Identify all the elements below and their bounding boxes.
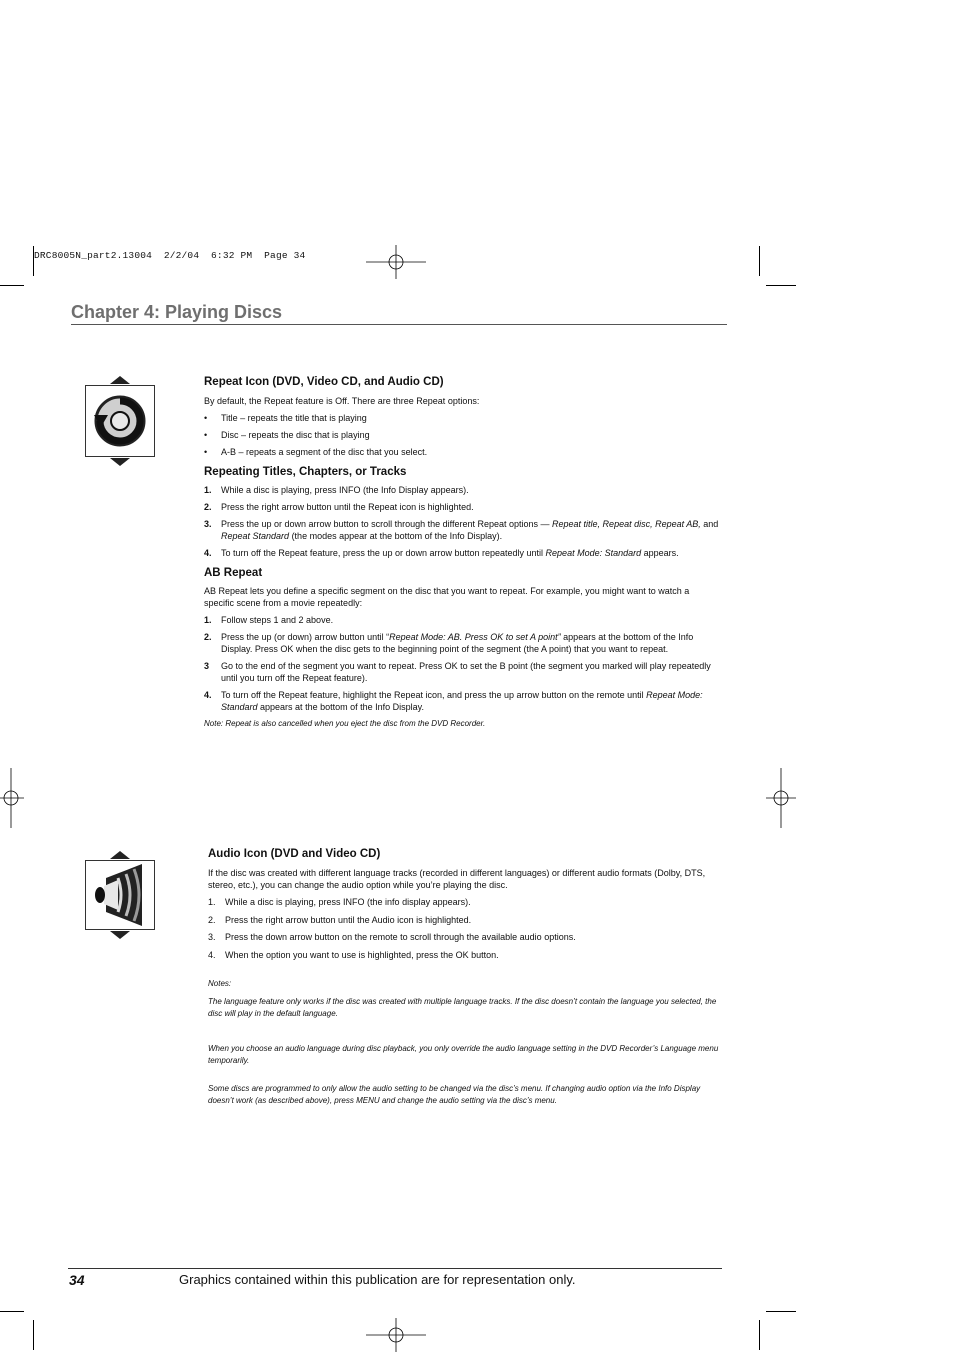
- list-item: 4. When the option you want to use is highlighted, press the OK button.: [208, 950, 499, 960]
- repeat-heading: Repeat Icon (DVD, Video CD, and Audio CD): [204, 376, 444, 388]
- list-item: 1. While a disc is playing, press INFO (the info display appears).: [208, 897, 471, 907]
- list-item: 2. Press the right arrow button until the Repeat icon is highlighted.: [204, 502, 474, 512]
- audio-note: Some discs are programmed to only allow the audio setting to be changed via the disc’s menu. If changing audio option via the Info Display doesn’t work (as described above), press MENU and change the audio setting via the disc’s menu.: [208, 1084, 701, 1105]
- audio-section: [208, 848, 723, 1107]
- registration-mark-icon: [0, 768, 24, 828]
- list-item: 3. Press the down arrow button on the remote to scroll through the available audio options.: [208, 932, 576, 942]
- repeat-options-list: [204, 412, 719, 458]
- list-item: 2. Press the right arrow button until the Audio icon is highlighted.: [208, 915, 472, 925]
- repeating-titles-heading: Repeating Titles, Chapters, or Tracks: [204, 466, 407, 478]
- page-number: 34: [69, 1272, 85, 1288]
- list-item: 3 Go to the end of the segment you want to repeat. Press OK to set the B point (the segment you marked will play repeatedly until you turn off the Repeat feature).: [204, 661, 711, 683]
- audio-note: When you choose an audio language during disc playback, you only override the audio language setting in the DVD Recorder’s Language menu temporarily.: [208, 1044, 719, 1065]
- print-slug: DRC8005N_part2.13004 2/2/04 6:32 PM Page 34: [34, 250, 306, 261]
- list-item: • Title – repeats the title that is playing: [204, 413, 367, 423]
- list-item: 4. To turn off the Repeat feature, press the up or down arrow button repeatedly until Repeat Mode: Standard appears.: [204, 548, 679, 558]
- crop-mark: [0, 1311, 24, 1312]
- ab-repeat-intro: AB Repeat lets you define a specific segment on the disc that you want to repeat. For example, you might want to watch a specific scene from a movie repeatedly:: [204, 586, 690, 608]
- list-item: 3. Press the up or down arrow button to scroll through the different Repeat options — Repeat title, Repeat disc, Repeat AB, and Repeat Standard (the modes appear at the bottom of the Info Display).: [204, 519, 719, 541]
- repeat-section: [204, 376, 719, 730]
- crop-mark: [759, 246, 760, 276]
- repeat-steps-list: [204, 484, 719, 559]
- crop-mark: [766, 285, 796, 286]
- notes-label: Notes:: [208, 979, 232, 988]
- header-rule: [71, 324, 727, 325]
- ab-repeat-heading: AB Repeat: [204, 567, 263, 579]
- repeat-intro: By default, the Repeat feature is Off. There are three Repeat options:: [204, 396, 480, 406]
- audio-intro: If the disc was created with different language tracks (recorded in different languages) or different audio formats (Dolby, DTS, stereo, etc.), you can change the audio option while you’re playing the disc.: [208, 868, 706, 890]
- registration-mark-icon: [766, 768, 796, 828]
- footer-disclaimer: Graphics contained within this publication are for representation only.: [179, 1272, 576, 1287]
- list-item: 1. While a disc is playing, press INFO (the Info Display appears).: [204, 485, 469, 495]
- list-item: 4. To turn off the Repeat feature, highlight the Repeat icon, and press the up arrow button on the remote until Repeat Mode: Standard appears at the bottom of the Info Display.: [204, 690, 703, 712]
- crop-mark: [766, 1311, 796, 1312]
- list-item: 1. Follow steps 1 and 2 above.: [204, 615, 334, 625]
- repeat-icon: [84, 375, 156, 467]
- list-item: • A-B – repeats a segment of the disc that you select.: [204, 447, 428, 457]
- footer-rule: [68, 1268, 722, 1269]
- registration-mark-icon: [366, 1318, 426, 1352]
- registration-mark-icon: [366, 245, 426, 279]
- ab-steps-list: [204, 614, 719, 713]
- crop-mark: [0, 285, 24, 286]
- audio-note: The language feature only works if the disc was created with multiple language tracks. If the disc doesn’t contain the language you selected, the disc will play in the default language.: [208, 997, 717, 1018]
- audio-icon: [84, 850, 156, 940]
- audio-heading: Audio Icon (DVD and Video CD): [208, 848, 381, 860]
- crop-mark: [759, 1320, 760, 1350]
- list-item: • Disc – repeats the disc that is playing: [204, 430, 370, 440]
- chapter-title: Chapter 4: Playing Discs: [71, 302, 283, 322]
- audio-steps-list: [208, 896, 723, 961]
- crop-mark: [33, 246, 34, 276]
- crop-mark: [33, 1320, 34, 1350]
- repeat-note: Note: Repeat is also cancelled when you eject the disc from the DVD Recorder.: [204, 719, 486, 728]
- list-item: 2. Press the up (or down) arrow button until “Repeat Mode: AB. Press OK to set A point” appears at the bottom of the Info Display. Press OK when the disc gets to the beginning point of the segment (the A point) that you want to repeat.: [204, 632, 694, 654]
